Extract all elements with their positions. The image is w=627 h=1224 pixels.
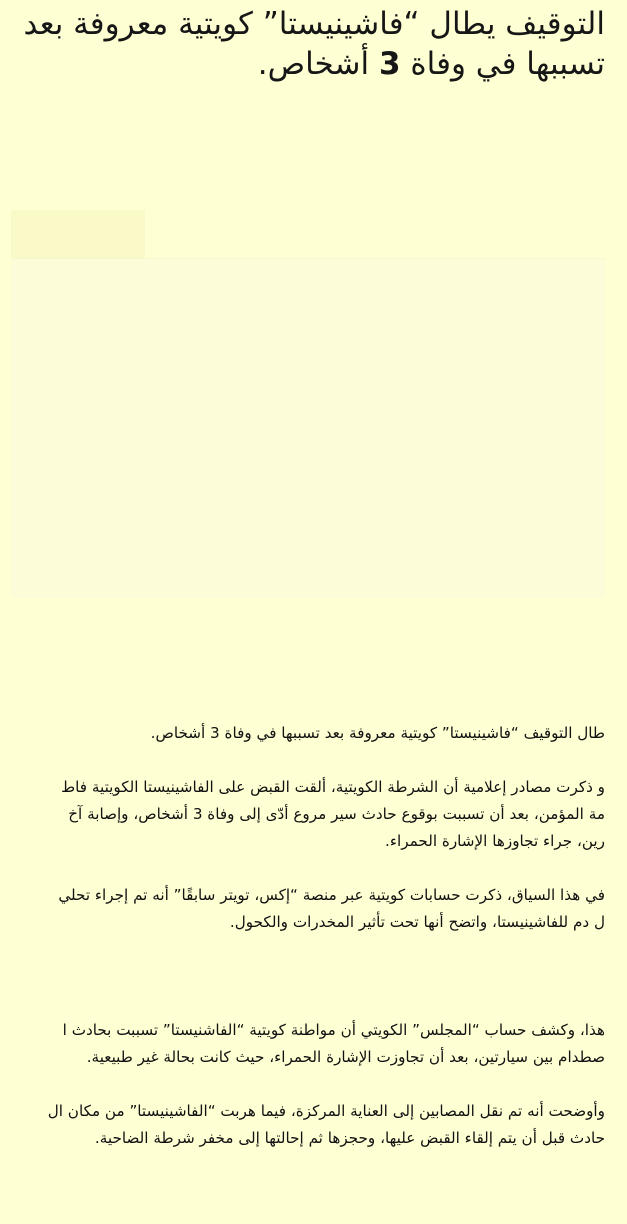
paragraph-5-line-2: حادث قبل أن يتم إلقاء القبض عليها، وحجزها ثم إحالتها إلى مخفر شرطة الضاحية. — [94, 1129, 605, 1147]
headline-line-2-end: أشخاص. — [257, 46, 379, 82]
headline-line-1: التوقيف يطال “فاشينيستا” كويتية معروفة بعد — [23, 6, 605, 42]
paragraph-3 — [22, 882, 605, 936]
headline-line-2 — [15, 44, 605, 84]
paragraph-2 — [22, 774, 605, 855]
paragraph-4 — [22, 1017, 605, 1071]
paragraph-4-line-1: هذا، وكشف حساب “المجلس” الكويتي أن مواطنة كويتية “الفاشنيستا” تسببت بحادث ا — [62, 1021, 605, 1039]
paragraph-4-line-2: صطدام بين سيارتين، بعد أن تجاوزت الإشارة الحمراء، حيث كانت بحالة غير طبيعية. — [86, 1048, 605, 1066]
paragraph-2-line-2: مة المؤمن، بعد أن تسببت بوقوع حادث سير مروع أدّى إلى وفاة 3 أشخاص، وإصابة آخ — [68, 805, 605, 823]
paragraph-1-line-1: طال التوقيف “فاشينيستا” كويتية معروفة بعد تسببها في وفاة 3 أشخاص. — [150, 724, 605, 742]
paragraph-5 — [22, 1098, 605, 1152]
headline-line-2-start: تسببها في وفاة — [400, 46, 605, 82]
article-body — [22, 720, 605, 1152]
article-image-placeholder[interactable] — [11, 258, 605, 598]
article-headline — [15, 4, 605, 84]
paragraph-3-line-2: ل دم للفاشينيستا، واتضح أنها تحت تأثير المخدرات والكحول. — [229, 913, 605, 931]
paragraph-5-line-1: وأوضحت أنه تم نقل المصابين إلى العناية المركزة، فيما هربت “الفاشينيستا” من مكان ال — [47, 1102, 605, 1120]
headline-number: 3 — [379, 46, 401, 82]
paragraph-2-line-1: و ذكرت مصادر إعلامية أن الشرطة الكويتية، ألقت القبض على الفاشينيستا الكويتية فاط — [61, 778, 605, 796]
paragraph-1 — [22, 720, 605, 747]
paragraph-3-line-1: في هذا السياق، ذكرت حسابات كويتية عبر منصة “إكس، تويتر سابقًا” أنه تم إجراء تحلي — [58, 886, 605, 904]
paragraph-2-line-3: رين، جراء تجاوزها الإشارة الحمراء. — [385, 832, 605, 850]
